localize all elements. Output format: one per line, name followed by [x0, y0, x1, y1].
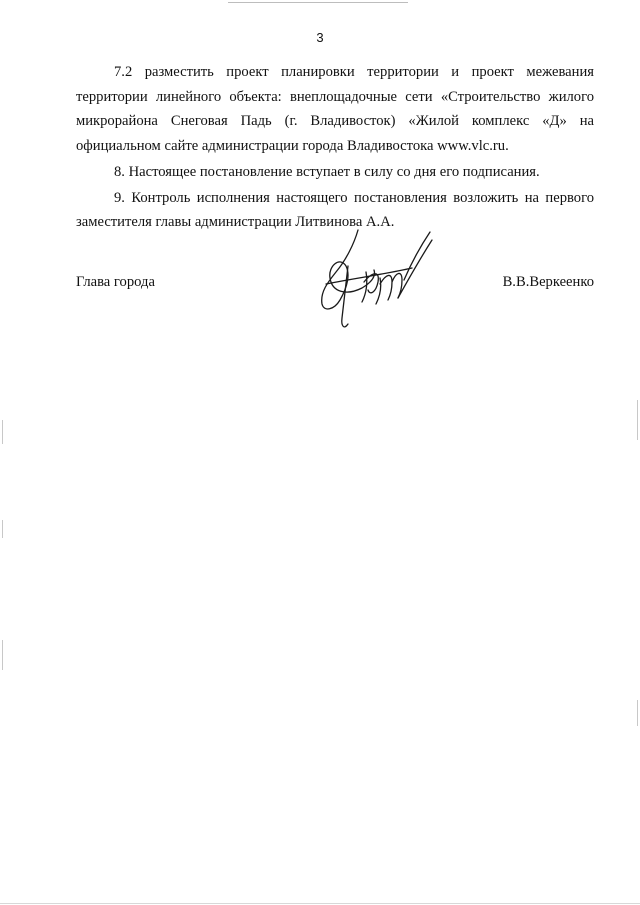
handwritten-signature — [306, 226, 446, 338]
scan-edge-mark — [2, 420, 3, 444]
document-body — [76, 60, 594, 236]
bottom-scan-edge — [0, 903, 640, 904]
scan-edge-mark — [637, 400, 638, 440]
paragraph-8: 8. Настоящее постановление вступает в силу со дня его подписания. — [114, 163, 540, 180]
scan-edge-mark — [2, 520, 3, 538]
scan-edge-mark — [2, 640, 3, 670]
scan-edge-mark — [637, 700, 638, 726]
top-scan-rule — [228, 2, 408, 3]
signatory-title: Глава города — [76, 274, 155, 290]
paragraph-7-2: 7.2 разместить проект планировки территории и проект межевания территории линейного объекта: внеплощадочные сети «Строительство жилого микрорайона Снеговая Падь (г. Владивосток) «Жилой комплекс «Д» на официальном сайте администрации города Владивостока www.vlc.ru. — [76, 64, 594, 154]
signatory-name: В.В.Веркеенко — [502, 274, 594, 290]
paragraph-9: 9. Контроль исполнения настоящего постановления возложить на первого заместителя главы администрации Литвинова А.А. — [76, 189, 594, 230]
page-number: 3 — [316, 30, 324, 45]
